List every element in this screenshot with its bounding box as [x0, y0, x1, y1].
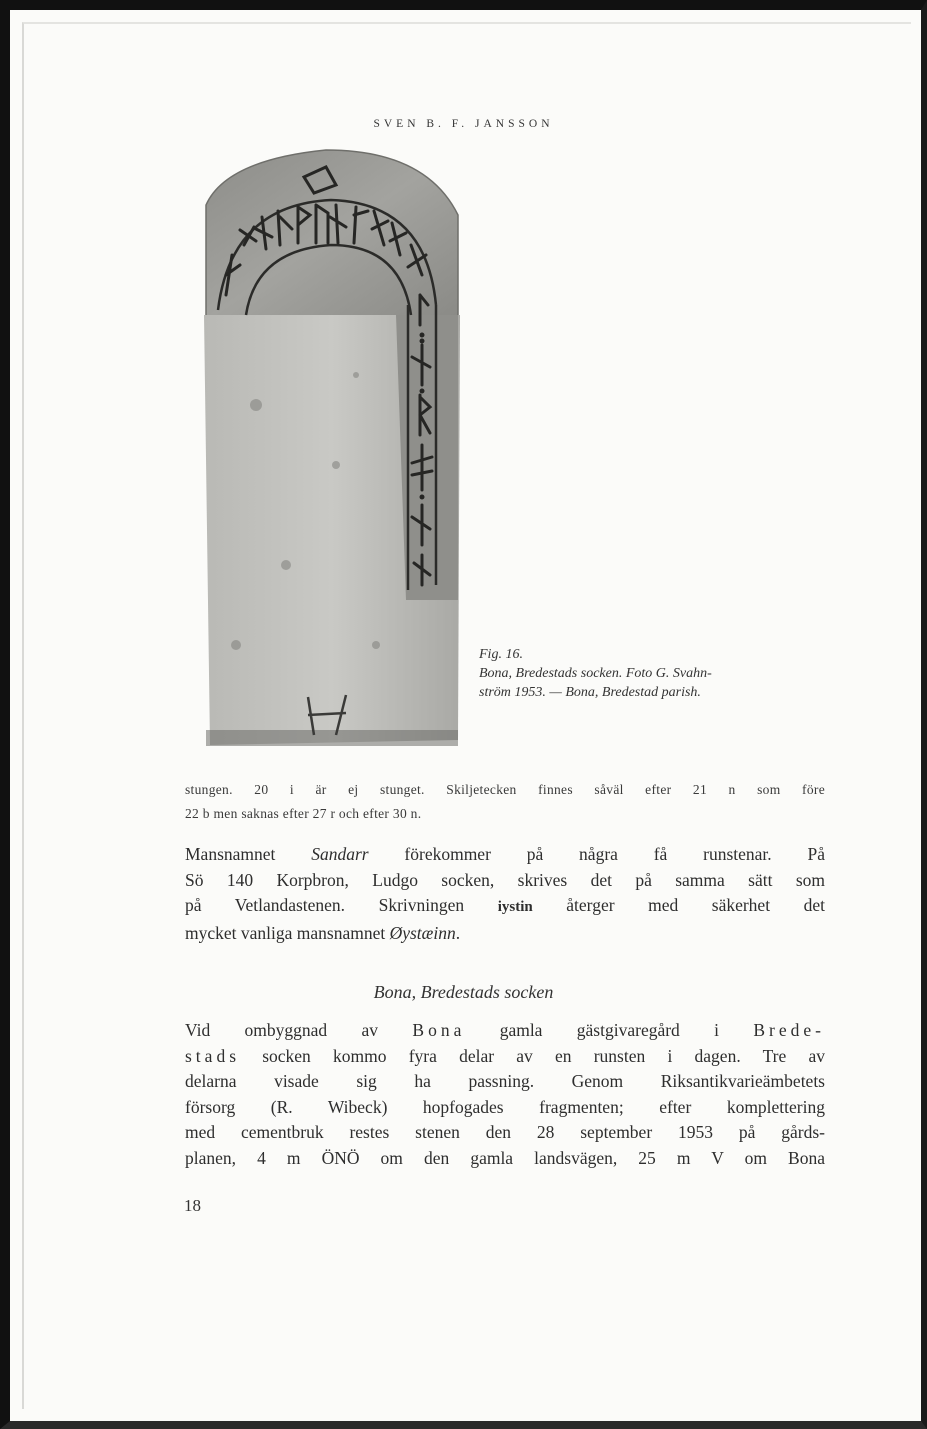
transliteration-note [185, 778, 825, 826]
paragraph-line: med cementbruk restes stenen den 28 september 1953 på gårds- [185, 1122, 825, 1142]
paragraph-line: Vid ombyggnad av Bona gamla gästgivaregård i Brede- [185, 1020, 825, 1040]
paragraph-line: försorg (R. Wibeck) hopfogades fragmenten; efter komplettering [185, 1096, 825, 1117]
paragraph-line: planen, 4 m ÖNÖ om den gamla landsvägen, 25 m V om Bona [185, 1147, 825, 1168]
figure-caption-line: Bona, Bredestads socken. Foto G. Svahn- [479, 666, 712, 681]
page-number: 18 [184, 1196, 201, 1215]
note-line: stungen. 20 i är ej stunget. Skiljetecken finnes såväl efter 21 n som före [185, 782, 825, 797]
paragraph-line: mycket vanliga mansnamnet Øystæinn. [185, 922, 461, 943]
runestone-photo [196, 145, 466, 750]
figure-caption-line: ström 1953. — Bona, Bredestad parish. [479, 685, 701, 700]
figure-caption [479, 645, 839, 702]
figure-number: Fig. 16. [479, 647, 523, 662]
paragraph-line: delarna visade sig ha passning. Genom Riksantikvarieämbetets [185, 1071, 825, 1091]
paragraph-line: Sö 140 Korpbron, Ludgo socken, skrives det på samma sätt som [185, 869, 825, 890]
paragraph-line: på Vetlandastenen. Skrivningen iystin återger med säkerhet det [185, 895, 825, 915]
paragraph-line: Mansnamnet Sandarr förekommer på några få runstenar. På [185, 844, 825, 864]
section-title: Bona, Bredestads socken [373, 982, 554, 1002]
paragraph-sandarr [185, 842, 825, 946]
paragraph-bona [185, 1018, 825, 1171]
page-inner-edge [22, 22, 911, 1409]
running-header: SVEN B. F. JANSSON [373, 118, 554, 130]
paragraph-line: stads socken kommo fyra delar av en runsten i dagen. Tre av [185, 1045, 825, 1066]
note-line: 22 b men saknas efter 27 r och efter 30 n. [185, 806, 422, 821]
